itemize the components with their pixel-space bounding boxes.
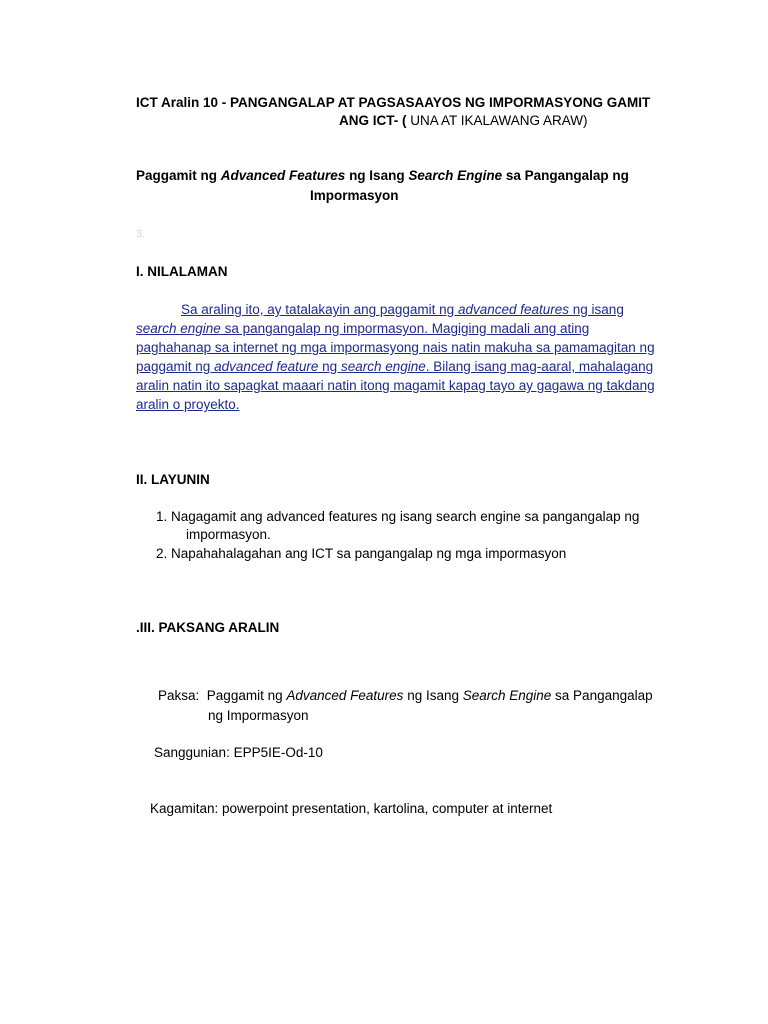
nilalaman-l4-post: . Bilang isang mag-aaral, mahalagang <box>425 359 654 374</box>
stub-mark: 3. <box>136 228 146 240</box>
subtitle-italic-1: Advanced Features <box>220 168 346 183</box>
nilalaman-line-3: paghahanap sa internet ng mga impormasyong nais natin makuha sa pamamagitan ng <box>136 340 655 355</box>
paksa-line-2: ng Impormasyon <box>208 708 309 723</box>
nilalaman-l4-italic-1: advanced feature <box>214 359 319 374</box>
paksa-line <box>158 688 653 703</box>
paksa-label: Paksa: <box>158 688 200 703</box>
section-layunin-heading: II. LAYUNIN <box>136 472 210 487</box>
subtitle-pre: Paggamit ng <box>136 168 221 183</box>
subtitle-mid: ng Isang <box>345 168 409 183</box>
nilalaman-line-1 <box>181 302 677 317</box>
paksa-italic-1: Advanced Features <box>286 688 404 703</box>
nilalaman-l4-italic-2: search engine <box>340 359 426 374</box>
title-line2-normal: UNA AT IKALAWANG ARAW) <box>410 113 588 128</box>
nilalaman-l4-pre: paggamit ng <box>136 359 215 374</box>
paksa-pre: Paggamit ng <box>206 688 287 703</box>
nilalaman-l2-post: sa pangangalap ng impormasyon. Magiging madali ang ating <box>220 321 590 336</box>
paksa-post: sa Pangangalap <box>551 688 653 703</box>
nilalaman-l2-italic: search engine <box>136 321 221 336</box>
nilalaman-line-6: aralin o proyekto. <box>136 397 240 412</box>
kagamitan: Kagamitan: powerpoint presentation, kartolina, computer at internet <box>150 801 553 816</box>
nilalaman-line-4 <box>136 359 653 374</box>
nilalaman-line-5: aralin natin ito sapagkat maaari natin itong magamit kapag tayo ay gagawa ng takdang <box>136 378 655 393</box>
sanggunian: Sanggunian: EPP5IE-Od-10 <box>154 745 323 760</box>
document-subtitle <box>136 168 629 183</box>
layunin-item-1: 1. Nagagamit ang advanced features ng isang search engine sa pangangalap ng <box>156 509 640 524</box>
document-title: ICT Aralin 10 - PANGANGALAP AT PAGSASAAYOS NG IMPORMASYONG GAMIT <box>136 95 651 110</box>
layunin-item-2: 2. Napahahalagahan ang ICT sa pangangalap ng mga impormasyon <box>156 546 567 561</box>
nilalaman-l1-pre: Sa araling ito, ay tatalakayin ang paggamit ng <box>181 302 458 317</box>
section-nilalaman-heading: I. NILALAMAN <box>136 264 228 279</box>
nilalaman-l1-post: ng isang <box>569 302 624 317</box>
paksa-mid: ng Isang <box>403 688 463 703</box>
document-subtitle-line2: Impormasyon <box>310 188 399 203</box>
layunin-item-1-cont: impormasyon. <box>186 527 271 542</box>
title-line2-bold: ANG ICT- ( <box>339 113 411 128</box>
paksa-italic-2: Search Engine <box>462 688 552 703</box>
nilalaman-l1-italic: advanced features <box>457 302 570 317</box>
section-paksang-heading: .III. PAKSANG ARALIN <box>136 620 280 635</box>
subtitle-italic-2: Search Engine <box>408 168 503 183</box>
nilalaman-l4-mid: ng <box>318 359 341 374</box>
subtitle-post: sa Pangangalap ng <box>502 168 629 183</box>
document-title-line2 <box>339 113 588 128</box>
nilalaman-line-2 <box>136 321 589 336</box>
